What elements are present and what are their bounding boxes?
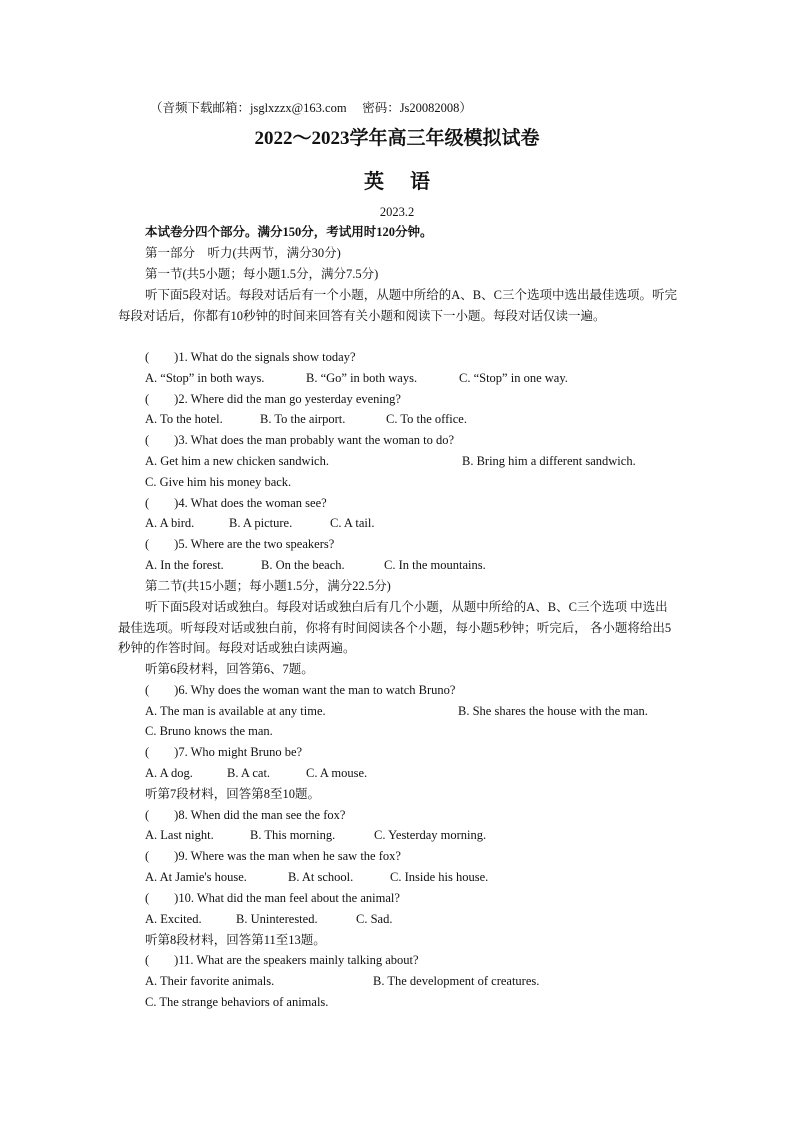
q3-option-a[interactable]: A. Get him a new chicken sandwich. — [145, 454, 329, 468]
q9-option-c[interactable]: C. Inside his house. — [390, 870, 489, 884]
question-3: ( )3. What does the man probably want the woman to do? — [145, 433, 455, 447]
question-4: ( )4. What does the woman see? — [145, 496, 327, 510]
question-5: ( )5. Where are the two speakers? — [145, 537, 335, 551]
q10-option-c[interactable]: C. Sad. — [356, 912, 393, 926]
q3-option-b[interactable]: B. Bring him a different sandwich. — [462, 454, 636, 468]
q1-option-a[interactable]: A. “Stop” in both ways. — [145, 371, 265, 385]
section2-heading: 第二节(共15小题；每小题1.5分，满分22.5分) — [145, 579, 391, 593]
material-6-instruction: 听第6段材料，回答第6、7题。 — [145, 662, 314, 676]
exam-intro: 本试卷分四个部分。满分150分，考试用时120分钟。 — [145, 225, 433, 239]
q9-option-b[interactable]: B. At school. — [288, 870, 354, 884]
q6-option-a[interactable]: A. The man is available at any time. — [145, 704, 326, 718]
q7-option-c[interactable]: C. A mouse. — [306, 766, 368, 780]
question-11: ( )11. What are the speakers mainly talking about? — [145, 953, 419, 967]
question-1: ( )1. What do the signals show today? — [145, 350, 356, 364]
q11-option-b[interactable]: B. The development of creatures. — [373, 974, 540, 988]
section1-heading: 第一节(共5小题；每小题1.5分，满分7.5分) — [145, 267, 379, 281]
question-10: ( )10. What did the man feel about the animal? — [145, 891, 400, 905]
section2-instructions: 听下面5段对话或独白。每段对话或独白后有几个小题，从题中所给的A、B、C三个选项 中选出最佳选项。听每段对话或独白前，你将有时间阅读各个小题，每小题5秒钟；听完后， 各小题将给出5秒钟的作答时间。每段对话或独白读两遍。 — [118, 600, 672, 655]
q2-option-a[interactable]: A. To the hotel. — [145, 412, 223, 426]
question-2: ( )2. Where did the man go yesterday evening? — [145, 392, 401, 406]
q6-option-c[interactable]: C. Bruno knows the man. — [145, 724, 273, 738]
q7-option-a[interactable]: A. A dog. — [145, 766, 193, 780]
question-6: ( )6. Why does the woman want the man to watch Bruno? — [145, 683, 456, 697]
q8-option-a[interactable]: A. Last night. — [145, 828, 214, 842]
q2-option-c[interactable]: C. To the office. — [386, 412, 467, 426]
q5-option-c[interactable]: C. In the mountains. — [384, 558, 486, 572]
q10-option-b[interactable]: B. Uninterested. — [236, 912, 318, 926]
question-8: ( )8. When did the man see the fox? — [145, 808, 346, 822]
exam-date: 2023.2 — [379, 205, 415, 219]
q6-option-b[interactable]: B. She shares the house with the man. — [458, 704, 648, 718]
question-9: ( )9. Where was the man when he saw the fox? — [145, 849, 401, 863]
q5-option-a[interactable]: A. In the forest. — [145, 558, 224, 572]
q4-option-c[interactable]: C. A tail. — [330, 516, 375, 530]
q8-option-b[interactable]: B. This morning. — [250, 828, 336, 842]
part1-heading: 第一部分 听力(共两节，满分30分) — [145, 246, 341, 260]
q11-option-a[interactable]: A. Their favorite animals. — [145, 974, 275, 988]
q3-option-c[interactable]: C. Give him his money back. — [145, 475, 292, 489]
q1-option-b[interactable]: B. “Go” in both ways. — [306, 371, 418, 385]
q4-option-a[interactable]: A. A bird. — [145, 516, 195, 530]
q4-option-b[interactable]: B. A picture. — [229, 516, 293, 530]
q10-option-a[interactable]: A. Excited. — [145, 912, 202, 926]
q1-option-c[interactable]: C. “Stop” in one way. — [459, 371, 568, 385]
subject-title: 英语 — [364, 171, 456, 193]
exam-title: 2022～2023学年高三年级模拟试卷 — [254, 128, 540, 149]
q11-option-c[interactable]: C. The strange behaviors of animals. — [145, 995, 329, 1009]
q5-option-b[interactable]: B. On the beach. — [261, 558, 345, 572]
question-7: ( )7. Who might Bruno be? — [145, 745, 303, 759]
q7-option-b[interactable]: B. A cat. — [227, 766, 271, 780]
q2-option-b[interactable]: B. To the airport. — [260, 412, 346, 426]
q8-option-c[interactable]: C. Yesterday morning. — [374, 828, 487, 842]
material-7-instruction: 听第7段材料，回答第8至10题。 — [145, 787, 321, 801]
section1-instructions: 听下面5段对话。每段对话后有一个小题，从题中所给的A、B、C三个选项中选出最佳选项。听完每段对话后，你都有10秒钟的时间来回答有关小题和阅读下一小题。每段对话仅读一遍。 — [118, 288, 677, 323]
audio-download-note: （音频下载邮箱：jsglxzzx@163.com 密码：Js20082008） — [150, 101, 472, 115]
q9-option-a[interactable]: A. At Jamie's house. — [145, 870, 247, 884]
material-8-instruction: 听第8段材料，回答第11至13题。 — [145, 933, 326, 947]
